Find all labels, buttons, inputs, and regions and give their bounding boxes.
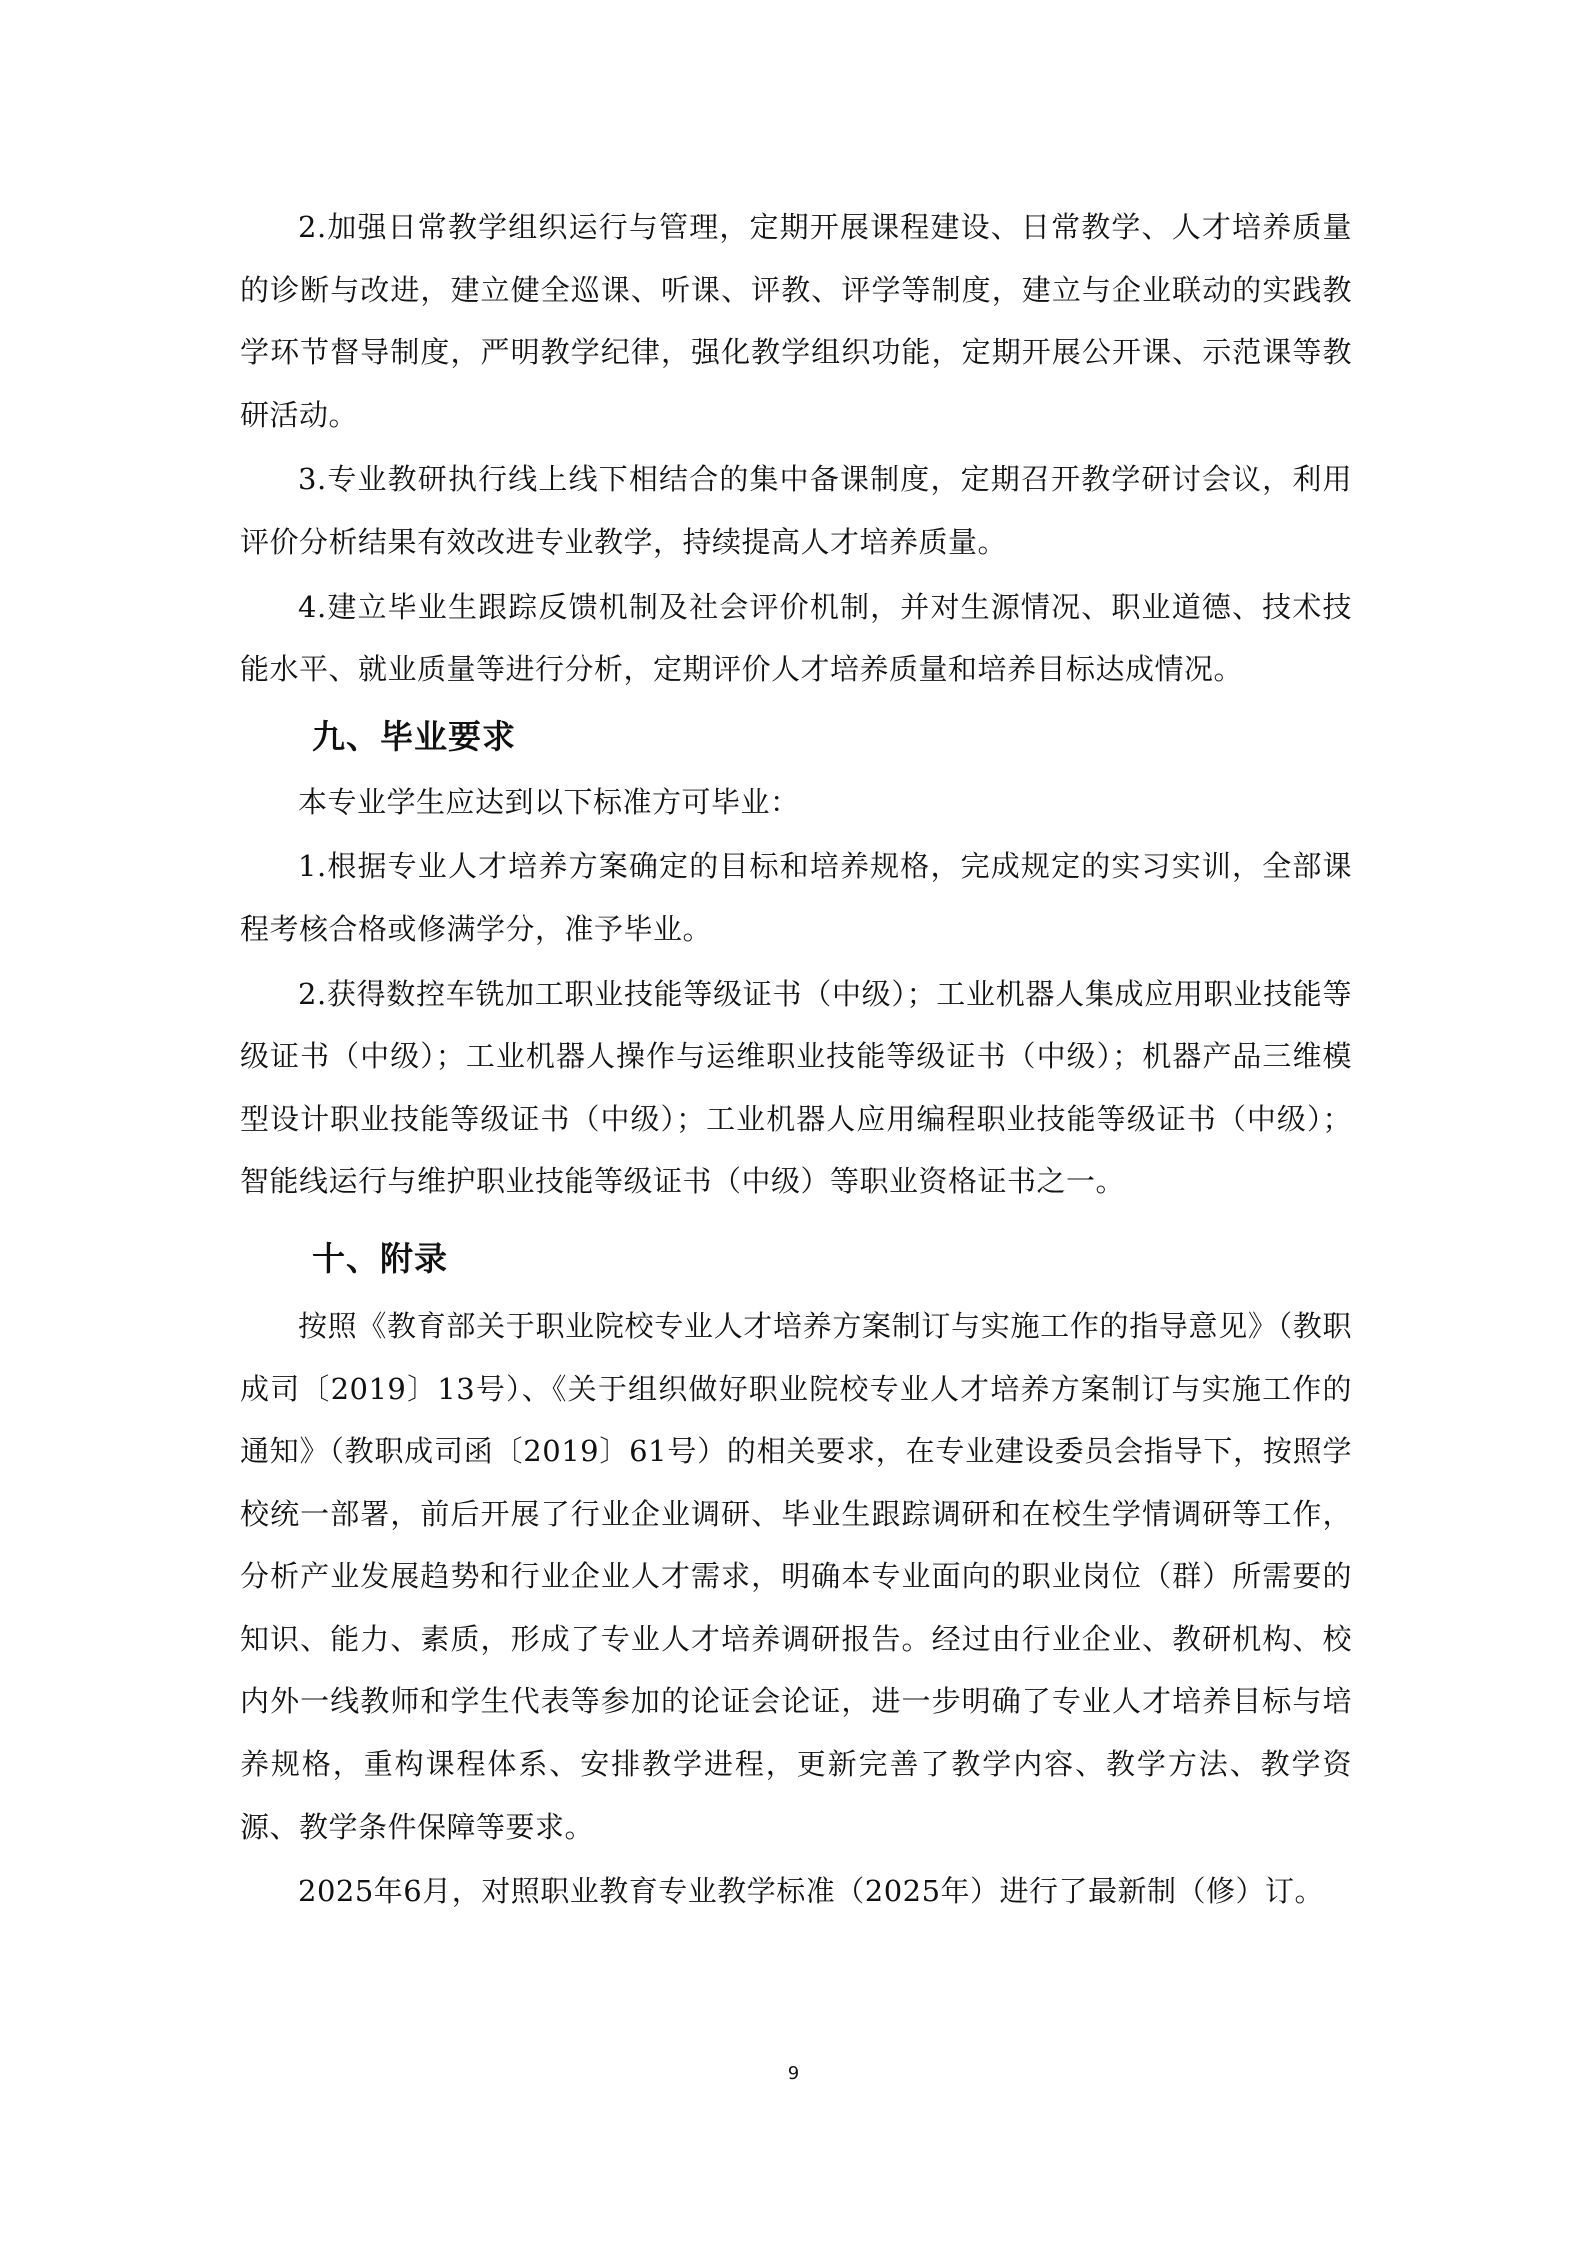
paragraph-teaching-research: 3.专业教研执行线上线下相结合的集中备课制度，定期召开教学研讨会议，利用评价分析结果有效改进专业教学，持续提高人才培养质量。 bbox=[240, 462, 1352, 559]
page-number: 9 bbox=[787, 2063, 800, 2084]
paragraph-teaching-management: 2.加强日常教学组织运行与管理，定期开展课程建设、日常教学、人才培养质量的诊断与改进，建立健全巡课、听课、评教、评学等制度，建立与企业联动的实践教学环节督导制度，严明教学纪律，强化教学组织功能，定期开展公开课、示范课等教研活动。 bbox=[240, 210, 1352, 432]
paragraph-graduate-tracking: 4.建立毕业生跟踪反馈机制及社会评价机制，并对生源情况、职业道德、技术技能水平、就业质量等进行分析，定期评价人才培养质量和培养目标达成情况。 bbox=[240, 589, 1352, 687]
paragraph-appendix-basis: 按照《教育部关于职业院校专业人才培养方案制订与实施工作的指导意见》（教职成司〔2019〕13号）、《关于组织做好职业院校专业人才培养方案制订与实施工作的通知》（教职成司函〔2019〕61号）的相关要求，在专业建设委员会指导下，按照学校统一部署，前后开展了行业企业调研、毕业生跟踪调研和在校生学情调研等工作，分析产业发展趋势和行业企业人才需求，明确本专业面向的职业岗位（群）所需要的知识、能力、素质，形成了专业人才培养调研报告。经过由行业企业、教研机构、校内外一线教师和学生代表等参加的论证会论证，进一步明确了专业人才培养目标与培养规格，重构课程体系、安排教学进程，更新完善了教学内容、教学方法、教学资源、教学条件保障等要求。 bbox=[240, 1308, 1352, 1844]
paragraph-appendix-revision: 2025年6月，对照职业教育专业教学标准（2025年）进行了最新制（修）订。 bbox=[298, 1874, 1325, 1909]
paragraph-graduation-certificates: 2.获得数控车铣加工职业技能等级证书（中级）；工业机器人集成应用职业技能等级证书（中级）；工业机器人操作与运维职业技能等级证书（中级）；机器产品三维模型设计职业技能等级证书（中级）；工业机器人应用编程职业技能等级证书（中级）；智能线运行与维护职业技能等级证书（中级）等职业资格证书之一。 bbox=[240, 976, 1352, 1199]
paragraph-graduation-intro: 本专业学生应达到以下标准方可毕业： bbox=[298, 784, 800, 819]
paragraph-graduation-credits: 1.根据专业人才培养方案确定的目标和培养规格，完成规定的实习实训，全部课程考核合格或修满学分，准予毕业。 bbox=[240, 849, 1352, 946]
section-heading-appendix: 十、附录 bbox=[312, 1238, 448, 1278]
page-body bbox=[240, 196, 1352, 1925]
section-heading-graduation-requirements: 九、毕业要求 bbox=[312, 716, 516, 756]
